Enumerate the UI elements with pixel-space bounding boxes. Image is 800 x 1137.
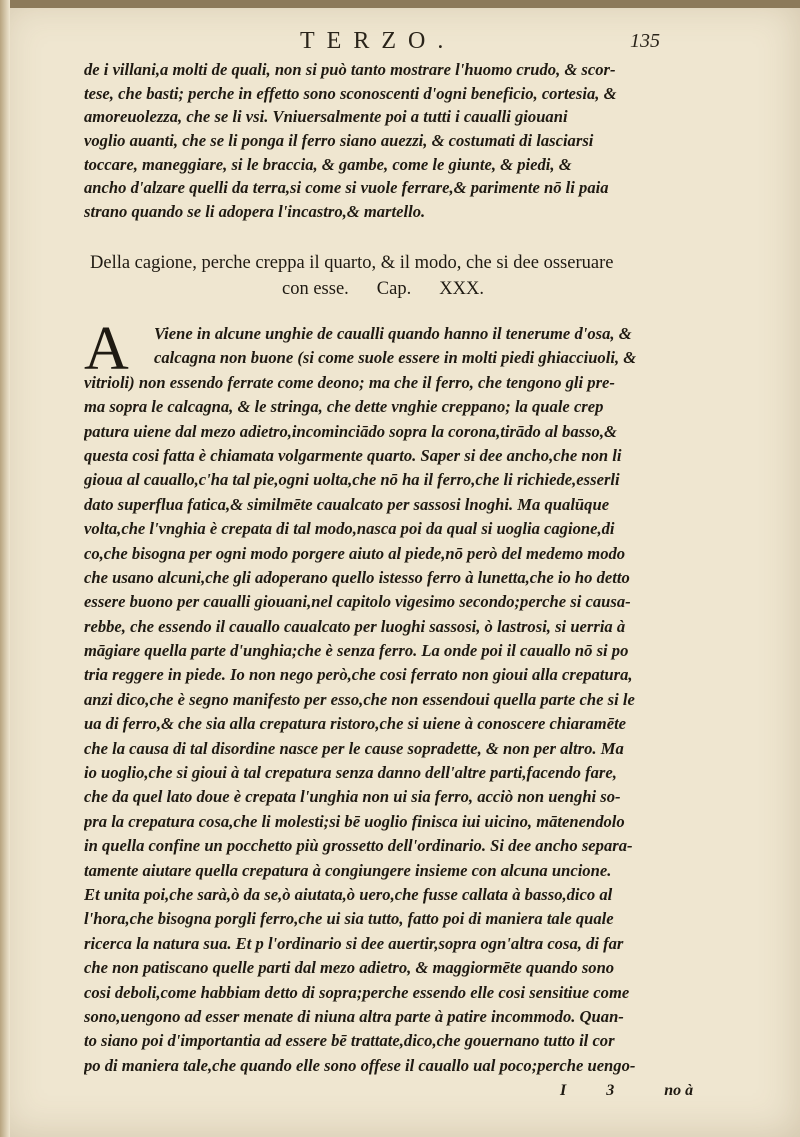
text-line: ua di ferro,& che sia alla crepatura ristoro,che si uiene à conoscere chiaramēte [84, 714, 627, 734]
text-line: in quella confine un pocchetto più grossetto dell'ordinario. Si dee ancho separa- [84, 836, 633, 856]
text-line: po di maniera tale,che quando elle sono offese il cauallo ual poco;perche uengo- [84, 1055, 636, 1075]
text-line: sono,uengono ad esser menate di niuna altra parte à patire incommodo. Quan- [84, 1006, 624, 1026]
signature-line [560, 1082, 740, 1106]
text-line: voglio auanti, che se li ponga il ferro siano auezzi, & costumati di lasciarsi [84, 131, 594, 151]
text-line: anzi dico,che è segno manifesto per esso,che non essendoui quella parte che si le [84, 689, 635, 709]
text-line: amoreuolezza, che se li vsi. Vniuersalmente poi a tutti i caualli giouani [84, 107, 568, 127]
page-number: 135 [630, 30, 660, 52]
text-line: patura uiene dal mezo adietro,incominciādo sopra la corona,tirādo al basso,& [84, 421, 617, 441]
text-line: toccare, maneggiare, si le braccia, & gambe, come le giunte, & piedi, & [84, 154, 572, 174]
text-line: ancho d'alzare quelli da terra,si come si vuole ferrare,& parimente nō li paia [84, 178, 609, 198]
text-line: de i villani,a molti de quali, non si può tanto mostrare l'huomo crudo, & scor- [84, 60, 616, 79]
chapter-number: XXX. [439, 279, 484, 299]
text-line: che da quel lato doue è crepata l'unghia non ui sia ferro, acciò non uenghi so- [84, 787, 621, 807]
text-line: calcagna non buone (si come suole essere in molti piedi ghiacciuoli, & [154, 348, 637, 368]
text-line: Viene in alcune unghie de caualli quando hanno il tenerume d'osa, & [154, 324, 632, 343]
page-gutter-shadow [0, 0, 10, 1137]
text-line: gioua al cauallo,c'ha tal pie,ogni uolta,che nō ha il ferro,che li richiede,esserli [84, 470, 620, 490]
chapter-cap-label: Cap. [376, 279, 412, 299]
text-line: tese, che basti; perche in effetto sono sconoscenti d'ogni beneficio, cortesia, & [84, 83, 617, 103]
chapter-heading-line-1: Della cagione, perche creppa il quarto, & il modo, che si dee osseruare [90, 253, 614, 273]
text-line: ricerca la natura sua. Et p l'ordinario si dee auertir,sopra ogn'altra cosa, di far [84, 933, 624, 953]
running-title: TERZO. [300, 28, 456, 54]
text-line: tamente aiutare quella crepatura à congiungere insieme con alcuna uncione. [84, 860, 612, 880]
text-line: co,che bisogna per ogni modo porgere aiuto al piede,nō però del medemo modo [84, 543, 626, 563]
text-line: to siano poi d'importantia ad essere bē trattate,dico,che gouernano tutto il cor [84, 1031, 615, 1051]
text-line: Et unita poi,che sarà,ò da se,ò aiutata,ò uero,che fusse callata à basso,dico al [84, 884, 613, 904]
drop-cap-initial: A [84, 315, 129, 383]
signature-mark: I [560, 1082, 567, 1099]
signature-number: 3 [606, 1082, 615, 1099]
chapter-heading [84, 250, 744, 302]
text-line: vitrioli) non essendo ferrate come deono; ma che il ferro, che tengono gli pre- [84, 372, 615, 392]
text-line: che la causa di tal disordine nasce per le cause sopradette, & non per altro. Ma [84, 738, 624, 758]
text-line: io uoglio,che si gioui à tal crepatura senza danno dell'altre parti,facendo fare, [84, 763, 617, 783]
text-line: l'hora,che bisogna porgli ferro,che ui sia tutto, fatto poi di maniera tale quale [84, 909, 614, 929]
chapter-heading-line-2 [84, 276, 744, 302]
text-line: che non patiscano quelle parti dal mezo adietro, & maggiormēte quando sono [84, 958, 615, 978]
text-line: dato superflua fatica,& similmēte caualcato per sassosi lnoghi. Ma qualūque [84, 494, 610, 514]
text-line: rebbe, che essendo il cauallo caualcato per luoghi sassosi, ò lastrosi, si uerria à [84, 616, 626, 636]
text-line: pra la crepatura cosa,che li molesti;si bē uoglio finisca iui uicino, mātenendolo [84, 811, 625, 831]
paragraph-main [84, 315, 744, 1078]
text-line: tria reggere in piede. Io non nego però,che cosi ferrato non gioui alla crepatura, [84, 665, 633, 685]
text-line: cosi deboli,come habbiam detto di sopra;perche essendo elle cosi sensitiue come [84, 982, 630, 1002]
text-line: essere buono per caualli giouani,nel capitolo vigesimo secondo;perche si causa- [84, 592, 631, 612]
text-line: questa cosi fatta è chiamata volgarmente quarto. Saper si dee ancho,che non li [84, 445, 622, 465]
text-line: ma sopra le calcagna, & le stringa, che dette vnghie creppano; la quale crep [84, 397, 604, 417]
catchword: no à [664, 1082, 694, 1099]
text-line: strano quando se li adopera l'incastro,& martello. [84, 202, 426, 222]
text-line: volta,che l'vnghia è crepata di tal modo,nasca poi da qual si uoglia cagione,di [84, 519, 615, 539]
paragraph-top [84, 58, 744, 224]
text-line: māgiare quella parte d'unghia;che è senza ferro. La onde poi il cauallo nō si po [84, 641, 629, 661]
chapter-heading-tail: con esse. [282, 279, 349, 299]
page-top-edge [0, 0, 800, 8]
text-line: che usano alcuni,che gli adoperano quello istesso ferro à lunetta,che io ho detto [84, 567, 630, 587]
running-head [0, 28, 800, 58]
